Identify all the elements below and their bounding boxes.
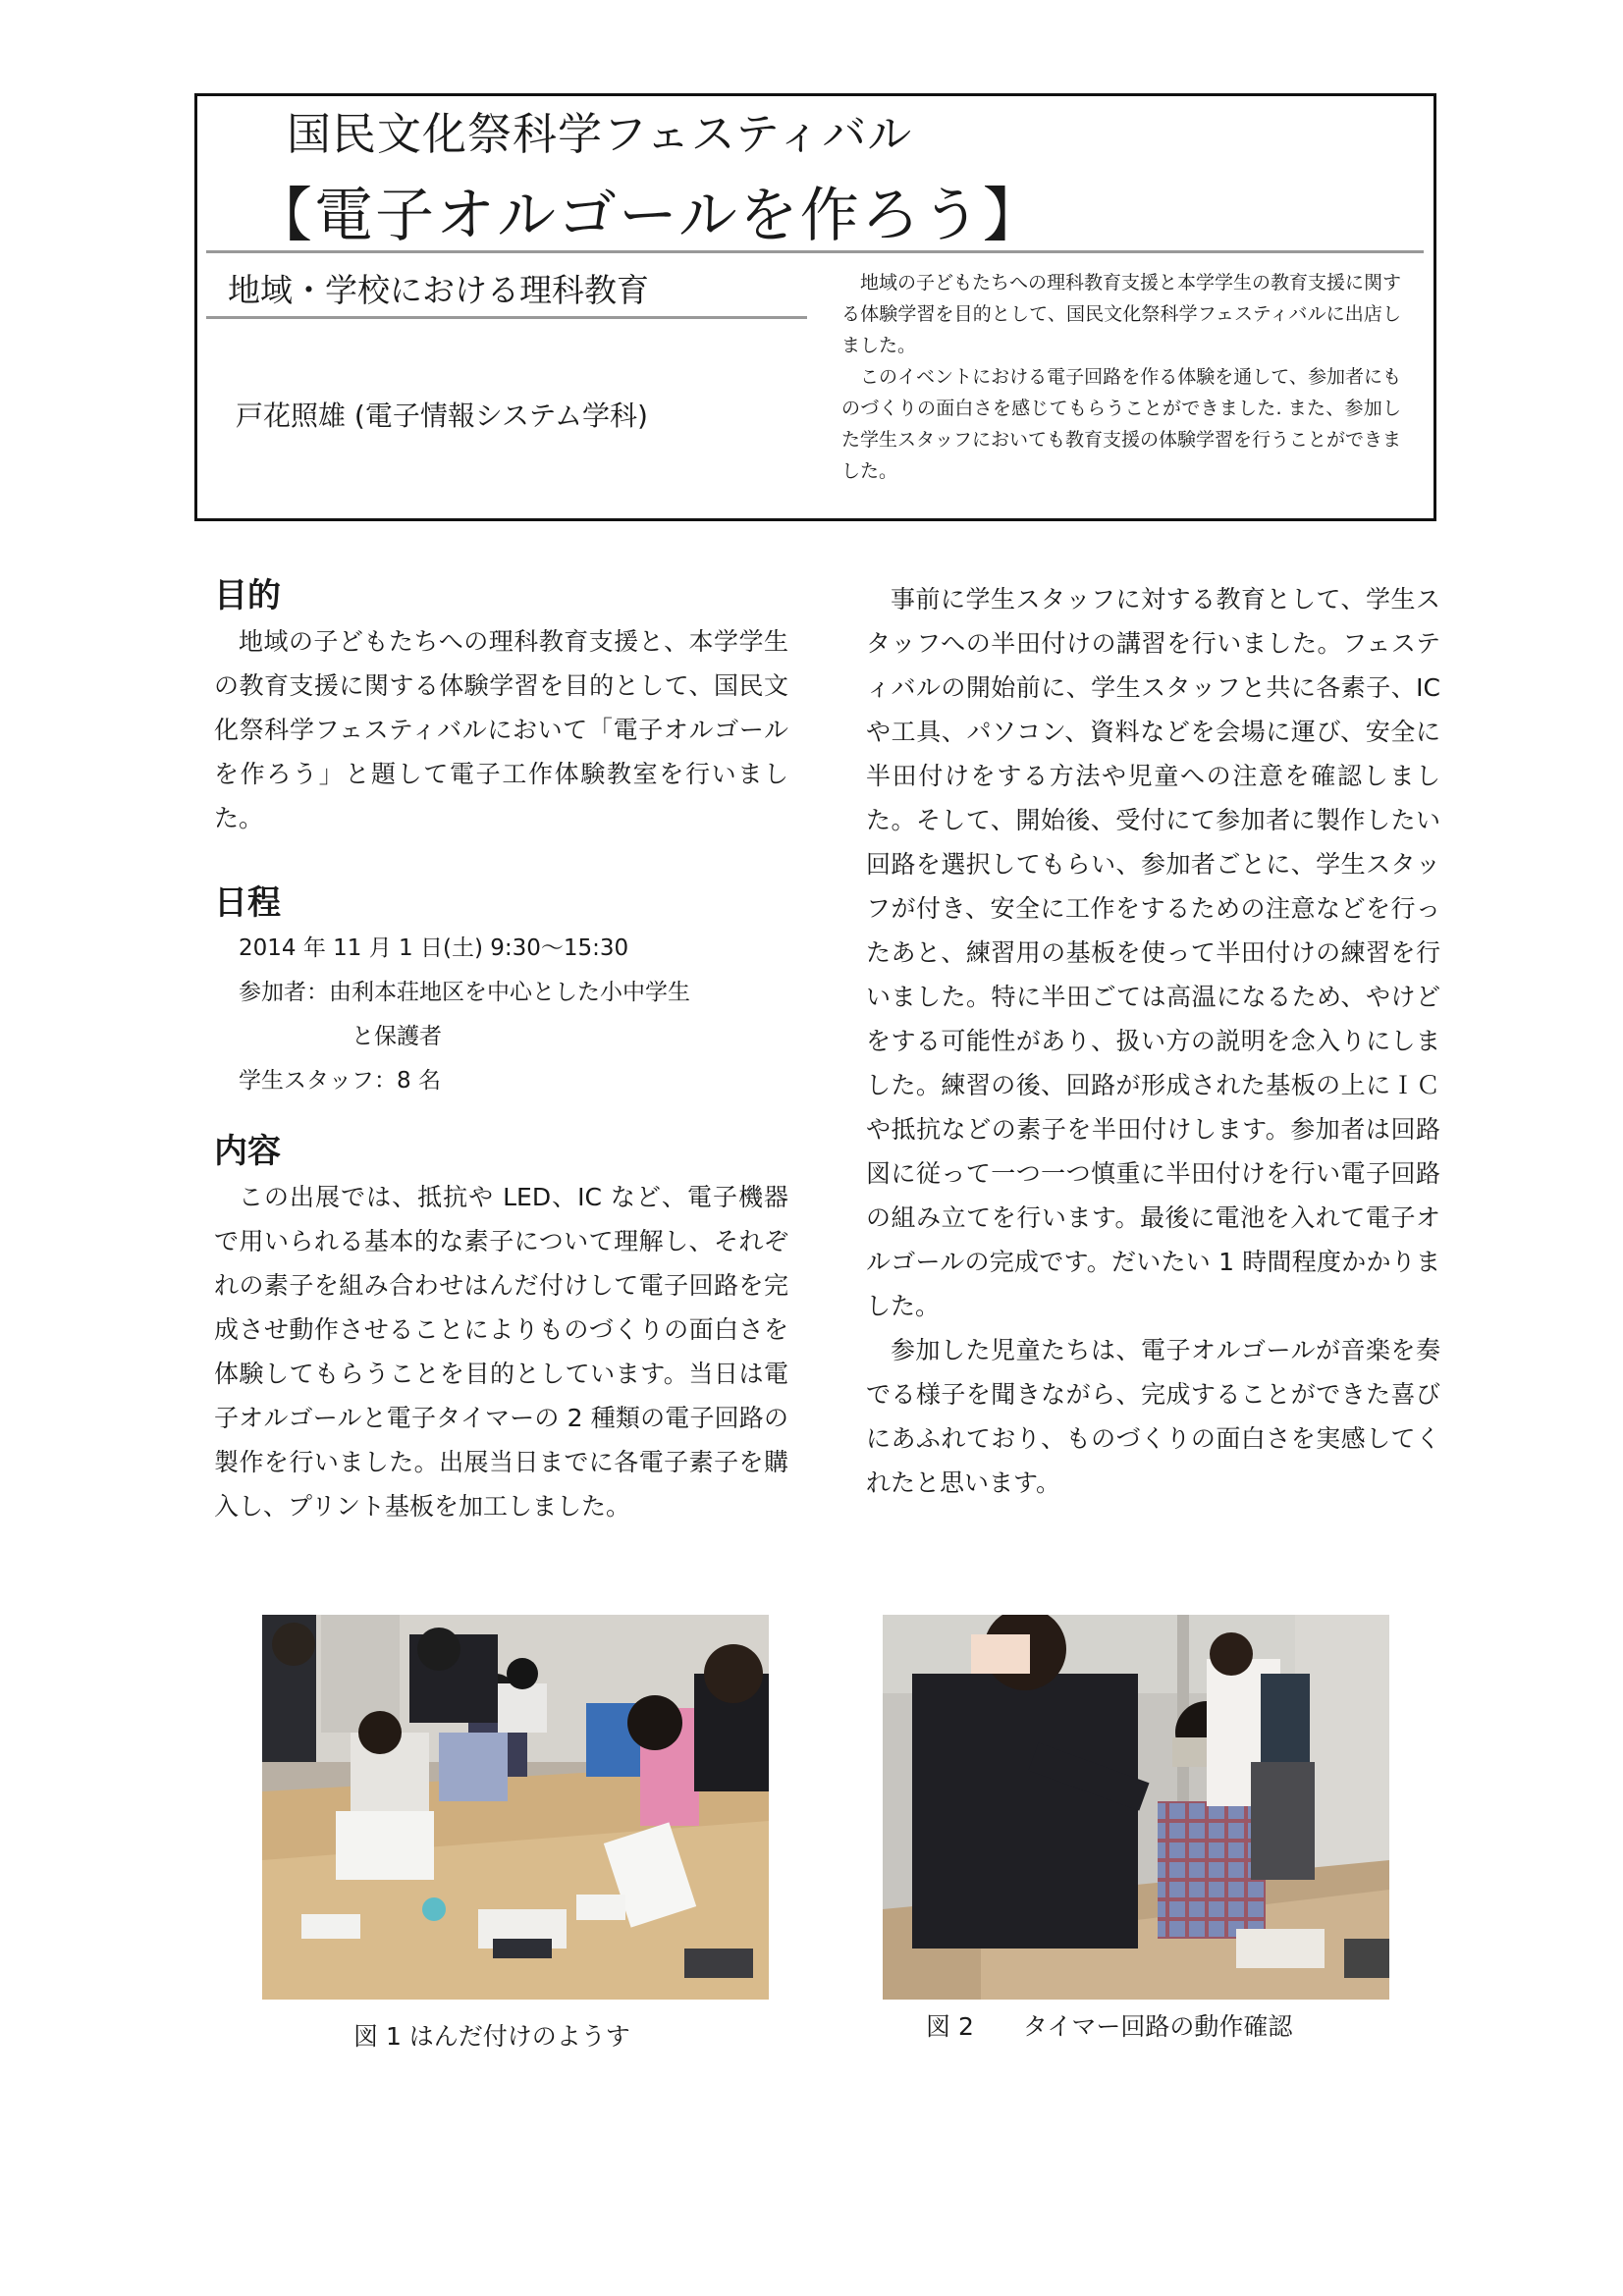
title-rule xyxy=(206,250,1424,253)
pre-title: 国民文化祭科学フェスティバル xyxy=(287,108,913,160)
content-text: この出展では、抵抗や LED、IC など、電子機器で用いられる基本的な素子について理解し、それぞれの素子を組み合わせはんだ付けして電子回路を完成させ動作させることによりものづくりの面白さを体験してもらうことを目的としています。当日は電子オルゴールと電子タイマーの 2 種類の電子回路の製作を行いました。出展当日までに各電子素子を購入し、プリント基板を加工しました。 xyxy=(214,1183,788,1521)
right-column xyxy=(866,577,1440,1505)
section-heading-schedule: 日程 xyxy=(214,883,281,923)
schedule-staff: 学生スタッフ：8 名 xyxy=(239,1068,441,1094)
author: 戸花照雄 (電子情報システム学科) xyxy=(236,400,648,432)
subtitle: 地域・学校における理科教育 xyxy=(228,271,649,309)
subtitle-rule xyxy=(206,316,807,319)
right-paragraph-2: 参加した児童たちは、電子オルゴールが音楽を奏でる様子を聞きながら、完成することができた喜びにあふれており、ものづくりの面白さを実感してくれたと思います。 xyxy=(866,1336,1440,1497)
figure-2-caption: 図 2 タイマー回路の動作確認 xyxy=(926,2012,1293,2041)
schedule-participants-cont: と保護者 xyxy=(352,1024,442,1049)
left-column xyxy=(214,572,788,1528)
section-heading-content: 内容 xyxy=(214,1132,281,1171)
right-paragraph-1: 事前に学生スタッフに対する教育として、学生スタッフへの半田付けの講習を行いました。フェスティバルの開始前に、学生スタッフと共に各素子、IC や工具、パソコン、資料などを会場に運び、安全に半田付けをする方法や児童への注意を確認しました。そして、開始後、受付にて参加者に製作したい回路を選択してもらい、参加者ごとに、学生スタッフが付き、安全に工作をするための注意などを行ったあと、練習用の基板を使って半田付けの練習を行いました。特に半田ごては高温になるため、やけどをする可能性があり、扱い方の説明を念入りにしました。練習の後、回路が形成された基板の上にＩＣや抵抗などの素子を半田付けします。参加者は回路図に従って一つ一つ慎重に半田付けを行い電子回路の組み立てを行います。最後に電池を入れて電子オルゴールの完成です。だいたい 1 時間程度かかりました。 xyxy=(866,585,1440,1320)
purpose-text: 地域の子どもたちへの理科教育支援と、本学学生の教育支援に関する体験学習を目的として、国民文化祭科学フェスティバルにおいて「電子オルゴールを作ろう」と題して電子工作体験教室を行いました。 xyxy=(214,627,788,832)
abstract-paragraph: 地域の子どもたちへの理科教育支援と本学学生の教育支援に関する体験学習を目的として、国民文化祭科学フェスティバルに出店しました。 xyxy=(841,272,1402,356)
abstract-paragraph: このイベントにおける電子回路を作る体験を通して、参加者にものづくりの面白さを感じてもらうことができました. また、参加した学生スタッフにおいても教育支援の体験学習を行うことができました。 xyxy=(841,366,1402,482)
schedule-participants: 参加者：由利本荘地区を中心とした小中学生 xyxy=(239,980,690,1005)
figure-1-caption: 図 1 はんだ付けのようす xyxy=(353,2022,630,2051)
abstract xyxy=(841,267,1401,487)
page-title: 【電子オルゴールを作ろう】 xyxy=(253,182,1044,250)
figure-1-photo xyxy=(262,1615,769,2000)
schedule-date: 2014 年 11 月 1 日(土) 9:30～15:30 xyxy=(239,935,629,961)
section-heading-purpose: 目的 xyxy=(214,576,281,615)
figure-2-photo xyxy=(883,1615,1389,2000)
